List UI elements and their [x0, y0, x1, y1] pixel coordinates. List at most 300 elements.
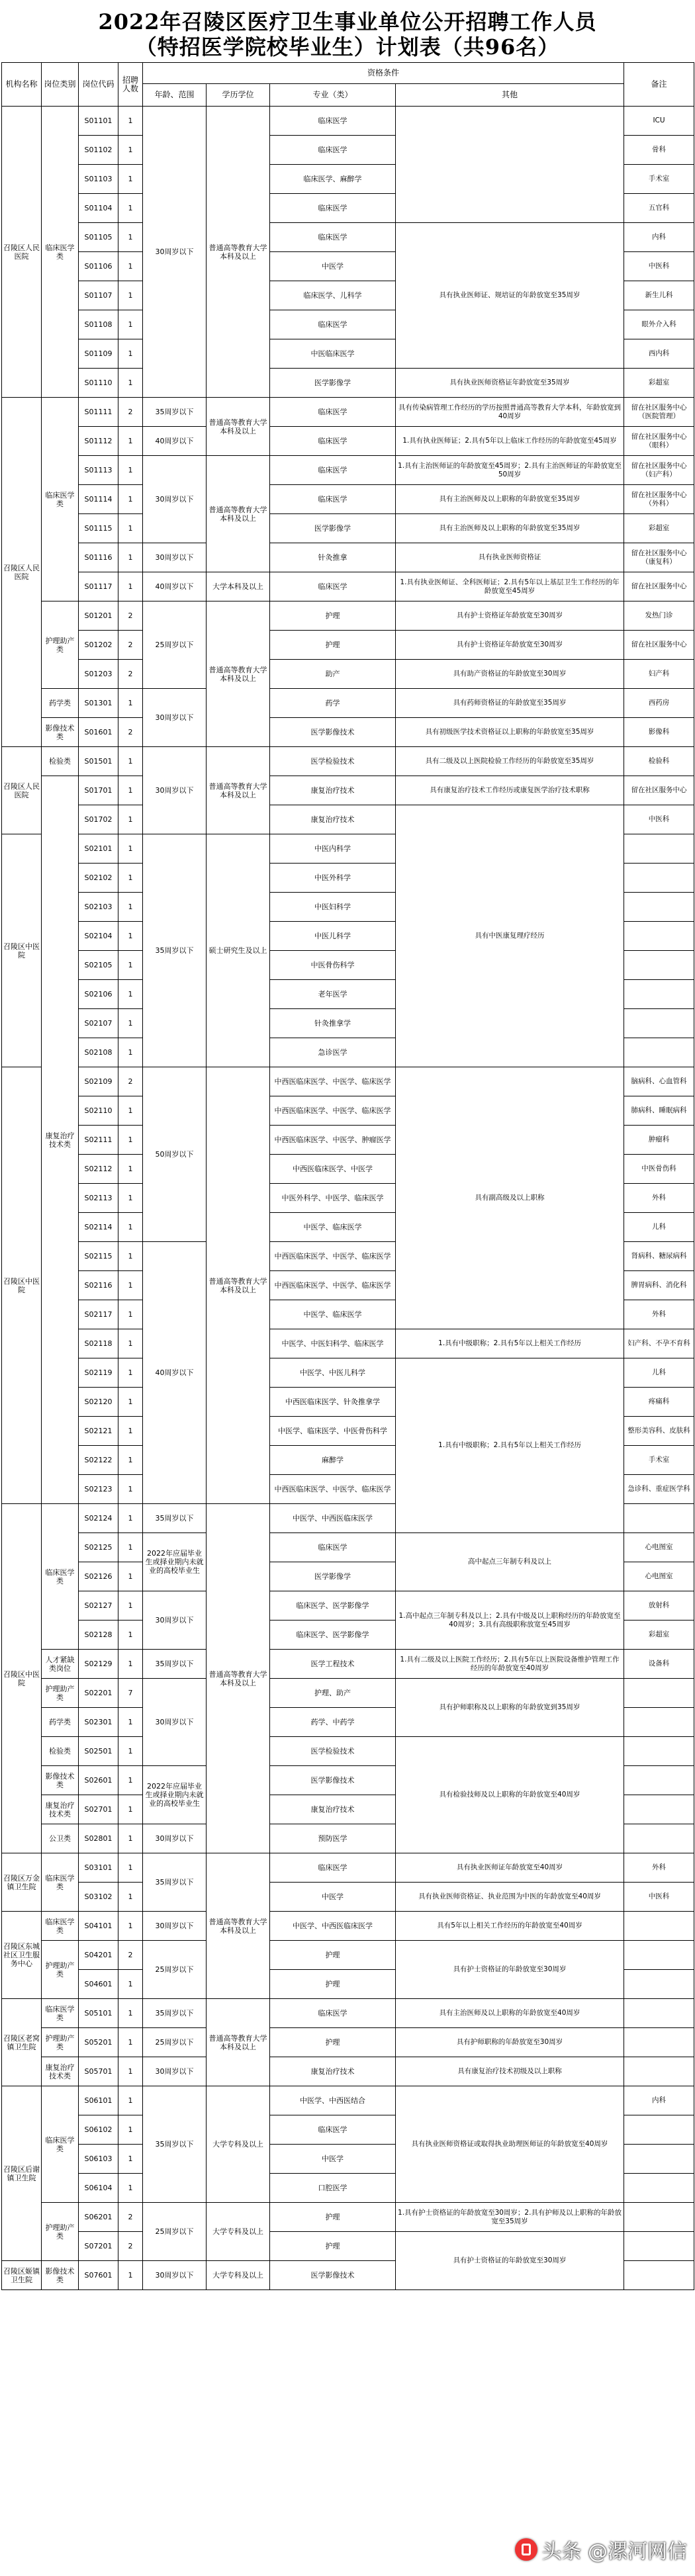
code-cell: S01106	[79, 252, 118, 281]
major-cell: 中西医临床医学、中医学、临床医学	[270, 1475, 396, 1504]
edu-cell: 硕士研究生及以上	[207, 834, 270, 1067]
code-cell: S01107	[79, 281, 118, 310]
header-edu: 学历学位	[207, 84, 270, 107]
major-cell: 医学检验技术	[270, 747, 396, 776]
num-cell: 1	[118, 893, 143, 922]
code-cell: S01104	[79, 194, 118, 223]
code-cell: S01301	[79, 689, 118, 718]
other-cell: 具有执业医师资格证、执业范围为中医的年龄放宽至40周岁	[396, 1883, 624, 1912]
code-cell: S02111	[79, 1126, 118, 1155]
num-cell: 1	[118, 543, 143, 572]
num-cell: 2	[118, 718, 143, 747]
num-cell: 1	[118, 951, 143, 980]
note-cell	[624, 1038, 694, 1067]
note-cell: 留在社区服务中心	[624, 572, 694, 601]
note-cell: 疼痛科	[624, 1388, 694, 1417]
note-cell: 中医科	[624, 805, 694, 834]
major-cell: 中西医临床医学、中医学、肿瘤医学	[270, 1126, 396, 1155]
num-cell: 1	[118, 1388, 143, 1417]
major-cell: 临床医学	[270, 107, 396, 136]
code-cell: S05701	[79, 2057, 118, 2086]
age-cell: 30周岁以下	[143, 1912, 207, 1941]
major-cell: 护理	[270, 601, 396, 631]
major-cell: 助产	[270, 660, 396, 689]
note-cell	[624, 864, 694, 893]
code-cell: S02102	[79, 864, 118, 893]
page-title: 2022年召陵区医疗卫生事业单位公开招聘工作人员	[98, 9, 597, 34]
code-cell: S02701	[79, 1795, 118, 1824]
code-cell: S01113	[79, 456, 118, 485]
code-cell: S02801	[79, 1824, 118, 1853]
code-cell: S02109	[79, 1067, 118, 1096]
table-row	[2, 456, 694, 485]
major-cell: 医学工程技术	[270, 1650, 396, 1679]
num-cell: 1	[118, 1417, 143, 1446]
note-cell: 妇产科、不孕不育科	[624, 1329, 694, 1358]
note-cell: 心电图室	[624, 1562, 694, 1591]
code-cell: S01116	[79, 543, 118, 572]
other-cell: 具有执业医师资格证	[396, 543, 624, 572]
num-cell: 1	[118, 1824, 143, 1853]
age-cell: 40周岁以下	[143, 427, 207, 456]
major-cell: 中西医临床医学、中医学、临床医学	[270, 1096, 396, 1126]
table-row	[2, 1533, 694, 1562]
major-cell: 中医学、中医儿科学	[270, 1358, 396, 1388]
code-cell: S02108	[79, 1038, 118, 1067]
note-cell: 外科	[624, 1184, 694, 1213]
code-cell: S02123	[79, 1475, 118, 1504]
table-row	[2, 543, 694, 572]
major-cell: 麻醉学	[270, 1446, 396, 1475]
major-cell: 中医骨伤科学	[270, 951, 396, 980]
table-row	[2, 1067, 694, 1096]
table-row	[2, 1912, 694, 1941]
edu-cell: 普通高等教育大学本科及以上	[207, 398, 270, 456]
major-cell: 临床医学	[270, 485, 396, 514]
num-cell: 1	[118, 310, 143, 339]
recruitment-table	[1, 62, 694, 2290]
code-cell: S01110	[79, 369, 118, 398]
code-cell: S02301	[79, 1708, 118, 1737]
code-cell: S01114	[79, 485, 118, 514]
note-cell	[624, 1824, 694, 1853]
category-cell: 检验类	[42, 1737, 79, 1766]
num-cell: 1	[118, 980, 143, 1009]
age-cell: 35周岁以下	[143, 398, 207, 427]
major-cell: 中西医临床医学、中医学	[270, 1155, 396, 1184]
code-cell: S02601	[79, 1766, 118, 1795]
other-cell: 具有5年以上相关工作经历的年龄放宽至40周岁	[396, 1912, 624, 1941]
note-cell: 检验科	[624, 747, 694, 776]
note-cell: 留在社区服务中心（眼科）	[624, 427, 694, 456]
other-cell: 具有副高级及以上职称	[396, 1067, 624, 1329]
code-cell: S02114	[79, 1213, 118, 1242]
code-cell: S02110	[79, 1096, 118, 1126]
code-cell: S01202	[79, 631, 118, 660]
note-cell: 五官科	[624, 194, 694, 223]
other-cell: 具有中医康复理疗经历	[396, 805, 624, 1067]
code-cell: S02116	[79, 1271, 118, 1300]
num-cell: 1	[118, 834, 143, 864]
note-cell	[624, 1999, 694, 2028]
major-cell: 康复治疗技术	[270, 2057, 396, 2086]
age-cell: 40周岁以下	[143, 1242, 207, 1504]
major-cell: 护理	[270, 1970, 396, 1999]
num-cell: 1	[118, 689, 143, 718]
num-cell: 1	[118, 1970, 143, 1999]
category-cell: 公卫类	[42, 1824, 79, 1853]
num-cell: 1	[118, 194, 143, 223]
org-cell: 召陵区东城社区卫生服务中心	[2, 1912, 42, 1999]
major-cell: 临床医学	[270, 427, 396, 456]
note-cell	[624, 2028, 694, 2057]
category-cell: 人才紧缺类岗位	[42, 1650, 79, 1679]
num-cell: 1	[118, 1737, 143, 1766]
major-cell: 针灸推拿学	[270, 1009, 396, 1038]
other-cell: 具有护士资格证年龄放宽至30周岁	[396, 631, 624, 660]
code-cell: S06201	[79, 2203, 118, 2232]
other-cell: 具有初级医学技术资格证以上职称的年龄放宽至35周岁	[396, 718, 624, 747]
num-cell: 1	[118, 427, 143, 456]
edu-cell: 普通高等教育大学本科及以上	[207, 601, 270, 747]
major-cell: 药学、中药学	[270, 1708, 396, 1737]
code-cell: S02128	[79, 1621, 118, 1650]
major-cell: 临床医学	[270, 194, 396, 223]
age-cell: 25周岁以下	[143, 2203, 207, 2261]
other-cell: 具有执业医师证、规培证的年龄放宽至35周岁	[396, 223, 624, 369]
other-cell: 具有传染病管理工作经历的学历按照普通高等教育大学本科，年龄放宽到40周岁	[396, 398, 624, 427]
note-cell: 中医科	[624, 1883, 694, 1912]
num-cell: 1	[118, 1562, 143, 1591]
code-cell: S01105	[79, 223, 118, 252]
num-cell: 1	[118, 485, 143, 514]
code-cell: S02103	[79, 893, 118, 922]
note-cell: 设备科	[624, 1650, 694, 1679]
note-cell: 手术室	[624, 1446, 694, 1475]
major-cell: 临床医学	[270, 310, 396, 339]
code-cell: S01112	[79, 427, 118, 456]
category-cell: 影像技术类	[42, 718, 79, 747]
note-cell: 外科	[624, 1300, 694, 1329]
note-cell	[624, 1708, 694, 1737]
age-cell: 30周岁以下	[143, 2057, 207, 2086]
note-cell: 肿瘤科	[624, 1126, 694, 1155]
code-cell: S02120	[79, 1388, 118, 1417]
num-cell: 1	[118, 1795, 143, 1824]
org-cell: 召陵区老窝镇卫生院	[2, 1999, 42, 2086]
num-cell: 1	[118, 1358, 143, 1388]
other-cell: 1.高中起点三年制专科及以上；2.具有中级及以上职称经历的年龄放宽至40周岁；3.具有高级职称放宽至45周岁	[396, 1591, 624, 1650]
num-cell: 2	[118, 631, 143, 660]
header-major: 专业（类）	[270, 84, 396, 107]
note-cell: 中医骨伤科	[624, 1155, 694, 1184]
category-cell: 临床医学类	[42, 1999, 79, 2028]
major-cell: 中医妇科学	[270, 893, 396, 922]
note-cell: 内科	[624, 223, 694, 252]
table-body	[2, 107, 694, 2290]
major-cell: 临床医学	[270, 223, 396, 252]
other-cell: 具有执业医师资格证或取得执业助理医师证的年龄放宽至40周岁	[396, 2086, 624, 2203]
edu-cell: 大学本科及以上	[207, 572, 270, 601]
major-cell: 医学影像学	[270, 1562, 396, 1591]
table-row	[2, 805, 694, 834]
category-cell: 康复治疗技术类	[42, 1795, 79, 1824]
note-cell: 发热门诊	[624, 601, 694, 631]
note-cell: 新生儿科	[624, 281, 694, 310]
code-cell: S04101	[79, 1912, 118, 1941]
code-cell: S01111	[79, 398, 118, 427]
other-cell: 1.具有中级职称；2.具有5年以上相关工作经历	[396, 1358, 624, 1533]
num-cell: 1	[118, 1155, 143, 1184]
header-age: 年龄、范围	[143, 84, 207, 107]
major-cell: 中医外科学、中医学、临床医学	[270, 1184, 396, 1213]
table-row	[2, 427, 694, 456]
table-row	[2, 1737, 694, 1766]
code-cell: S03102	[79, 1883, 118, 1912]
code-cell: S01201	[79, 601, 118, 631]
note-cell	[624, 1009, 694, 1038]
major-cell: 医学影像学	[270, 369, 396, 398]
edu-cell: 普通高等教育大学本科及以上	[207, 747, 270, 834]
note-cell	[624, 1970, 694, 1999]
num-cell: 1	[118, 456, 143, 485]
major-cell: 药学	[270, 689, 396, 718]
age-cell: 35周岁以下	[143, 2086, 207, 2203]
major-cell: 中医外科学	[270, 864, 396, 893]
major-cell: 临床医学、儿科学	[270, 281, 396, 310]
table-row	[2, 2232, 694, 2261]
other-cell: 1.具有中级职称；2.具有5年以上相关工作经历	[396, 1329, 624, 1358]
table-row	[2, 2086, 694, 2115]
code-cell: S01103	[79, 165, 118, 194]
num-cell: 2	[118, 1067, 143, 1096]
other-cell: 1.具有二级及以上医院工作经历；2.具有5年以上医院设备维护管理工作经历的年龄放宽至40周岁	[396, 1650, 624, 1679]
num-cell: 1	[118, 339, 143, 369]
num-cell: 1	[118, 514, 143, 543]
num-cell: 1	[118, 2028, 143, 2057]
page-subtitle: （特招医学院校毕业生）计划表（共96名）	[135, 34, 560, 60]
note-cell: 妇产科	[624, 660, 694, 689]
age-cell: 2022年应届毕业生或择业期内未就业的高校毕业生	[143, 1766, 207, 1824]
table-row	[2, 660, 694, 689]
table-row	[2, 1853, 694, 1883]
major-cell: 中医学、中西医临床医学	[270, 1912, 396, 1941]
major-cell: 临床医学	[270, 456, 396, 485]
num-cell: 1	[118, 223, 143, 252]
num-cell: 1	[118, 922, 143, 951]
major-cell: 中医学	[270, 252, 396, 281]
table-row	[2, 223, 694, 252]
note-cell	[624, 2115, 694, 2145]
num-cell: 1	[118, 1504, 143, 1533]
num-cell: 1	[118, 1038, 143, 1067]
category-cell: 临床医学类	[42, 2086, 79, 2203]
note-cell: 骨科	[624, 136, 694, 165]
code-cell: S02113	[79, 1184, 118, 1213]
major-cell: 中医学	[270, 2145, 396, 2174]
other-cell: 具有主治医师及以上职称的年龄放宽至40周岁	[396, 1999, 624, 2028]
org-cell: 召陵区后谢镇卫生院	[2, 2086, 42, 2261]
num-cell: 2	[118, 601, 143, 631]
note-cell: 彩超室	[624, 369, 694, 398]
age-cell: 25周岁以下	[143, 1941, 207, 1999]
note-cell	[624, 2203, 694, 2232]
code-cell: S05201	[79, 2028, 118, 2057]
num-cell: 1	[118, 1009, 143, 1038]
note-cell: 整形美容科、皮肤科	[624, 1417, 694, 1446]
major-cell: 护理	[270, 2028, 396, 2057]
num-cell: 1	[118, 1184, 143, 1213]
code-cell: S02127	[79, 1591, 118, 1621]
header-num: 招聘人数	[118, 63, 143, 107]
age-cell: 2022年应届毕业生或择业期内未就业的高校毕业生	[143, 1533, 207, 1591]
category-cell: 护理助产类	[42, 2028, 79, 2057]
major-cell: 临床医学	[270, 2115, 396, 2145]
num-cell: 1	[118, 107, 143, 136]
num-cell: 1	[118, 1300, 143, 1329]
major-cell: 护理	[270, 2203, 396, 2232]
age-cell: 30周岁以下	[143, 2261, 207, 2290]
code-cell: S02201	[79, 1679, 118, 1708]
category-cell: 康复治疗技术类	[42, 776, 79, 1504]
note-cell: 急诊科、重症医学科	[624, 1475, 694, 1504]
major-cell: 临床医学	[270, 136, 396, 165]
note-cell: 手术室	[624, 165, 694, 194]
table-row	[2, 1941, 694, 1970]
header-qual-group: 资格条件	[143, 63, 624, 84]
major-cell: 临床医学、医学影像学	[270, 1591, 396, 1621]
major-cell: 急诊医学	[270, 1038, 396, 1067]
code-cell: S02122	[79, 1446, 118, 1475]
table-row	[2, 107, 694, 136]
code-cell: S02118	[79, 1329, 118, 1358]
other-cell	[396, 107, 624, 223]
major-cell: 中医临床医学	[270, 339, 396, 369]
code-cell: S01115	[79, 514, 118, 543]
header-code: 岗位代码	[79, 63, 118, 107]
other-cell: 具有护士资格证的年龄放宽至30周岁	[396, 2232, 624, 2290]
num-cell: 1	[118, 252, 143, 281]
table-row	[2, 689, 694, 718]
other-cell: 具有康复治疗技术工作经历或康复医学治疗技术职称	[396, 776, 624, 805]
org-cell: 召陵区人民医院	[2, 107, 42, 398]
major-cell: 中医学、中西医结合	[270, 2086, 396, 2115]
age-cell: 30周岁以下	[143, 543, 207, 572]
num-cell: 1	[118, 1591, 143, 1621]
header-row	[2, 63, 694, 84]
table-row	[2, 747, 694, 776]
other-cell: 具有二级及以上医院检验工作经历的年龄放宽至35周岁	[396, 747, 624, 776]
toutiao-logo-icon	[515, 2538, 537, 2561]
note-cell	[624, 2145, 694, 2174]
note-cell	[624, 2232, 694, 2261]
major-cell: 中医学、中医妇科学、临床医学	[270, 1329, 396, 1358]
code-cell: S04201	[79, 1941, 118, 1970]
major-cell: 康复治疗技术	[270, 805, 396, 834]
major-cell: 康复治疗技术	[270, 1795, 396, 1824]
table-row	[2, 1679, 694, 1708]
code-cell: S01501	[79, 747, 118, 776]
org-cell: 召陵区中医院	[2, 1504, 42, 1853]
major-cell: 中医学、临床医学	[270, 1213, 396, 1242]
note-cell	[624, 834, 694, 864]
code-cell: S01701	[79, 776, 118, 805]
major-cell: 中西医临床医学、中医学、临床医学	[270, 1271, 396, 1300]
code-cell: S07201	[79, 2232, 118, 2261]
other-cell: 1.具有主治医师证的年龄放宽至45周岁；2.具有主治医师证的年龄放宽至50周岁	[396, 456, 624, 485]
category-cell: 护理助产类	[42, 2203, 79, 2261]
code-cell: S05101	[79, 1999, 118, 2028]
code-cell: S01203	[79, 660, 118, 689]
code-cell: S01109	[79, 339, 118, 369]
num-cell: 1	[118, 1912, 143, 1941]
major-cell: 临床医学、医学影像学	[270, 1621, 396, 1650]
other-cell: 1.具有执业医师证；2.具有5年以上临床工作经历的年龄放宽至45周岁	[396, 427, 624, 456]
major-cell: 临床医学	[270, 398, 396, 427]
num-cell: 1	[118, 1708, 143, 1737]
num-cell: 1	[118, 2115, 143, 2145]
note-cell	[624, 951, 694, 980]
note-cell	[624, 1737, 694, 1766]
org-cell: 召陵区中医院	[2, 1067, 42, 1504]
category-cell: 影像技术类	[42, 1766, 79, 1795]
major-cell: 临床医学	[270, 1999, 396, 2028]
age-cell: 30周岁以下	[143, 1679, 207, 1766]
major-cell: 中医学	[270, 1883, 396, 1912]
note-cell: 眼外介入科	[624, 310, 694, 339]
major-cell: 针灸推拿	[270, 543, 396, 572]
num-cell: 1	[118, 1096, 143, 1126]
major-cell: 临床医学、麻醉学	[270, 165, 396, 194]
other-cell: 具有药师资格证的年龄放宽至35周岁	[396, 689, 624, 718]
major-cell: 临床医学	[270, 572, 396, 601]
age-cell: 30周岁以下	[143, 1591, 207, 1650]
other-cell: 具有护士资格证年龄放宽至30周岁	[396, 601, 624, 631]
note-cell	[624, 1912, 694, 1941]
code-cell: S01108	[79, 310, 118, 339]
note-cell: ICU	[624, 107, 694, 136]
major-cell: 口腔医学	[270, 2174, 396, 2203]
num-cell: 7	[118, 1679, 143, 1708]
code-cell: S01601	[79, 718, 118, 747]
num-cell: 2	[118, 2203, 143, 2232]
num-cell: 1	[118, 1446, 143, 1475]
header-category: 岗位类别	[42, 63, 79, 107]
num-cell: 2	[118, 2232, 143, 2261]
category-cell: 临床医学类	[42, 107, 79, 398]
num-cell: 1	[118, 1883, 143, 1912]
category-cell: 护理助产类	[42, 1679, 79, 1708]
num-cell: 1	[118, 1271, 143, 1300]
table-row	[2, 572, 694, 601]
header-note: 备注	[624, 63, 694, 107]
num-cell: 1	[118, 1650, 143, 1679]
table-row	[2, 1999, 694, 2028]
major-cell: 医学影像技术	[270, 718, 396, 747]
major-cell: 医学检验技术	[270, 1737, 396, 1766]
edu-cell: 普通高等教育大学本科及以上	[207, 1504, 270, 1853]
note-cell: 内科	[624, 2086, 694, 2115]
num-cell: 1	[118, 136, 143, 165]
category-cell: 临床医学类	[42, 1912, 79, 1941]
table-row	[2, 1650, 694, 1679]
code-cell: S02126	[79, 1562, 118, 1591]
table-row	[2, 398, 694, 427]
other-cell: 具有护师职称及以上职称的年龄放宽到35周岁	[396, 1679, 624, 1737]
category-cell: 药学类	[42, 1708, 79, 1737]
num-cell: 1	[118, 747, 143, 776]
major-cell: 老年医学	[270, 980, 396, 1009]
